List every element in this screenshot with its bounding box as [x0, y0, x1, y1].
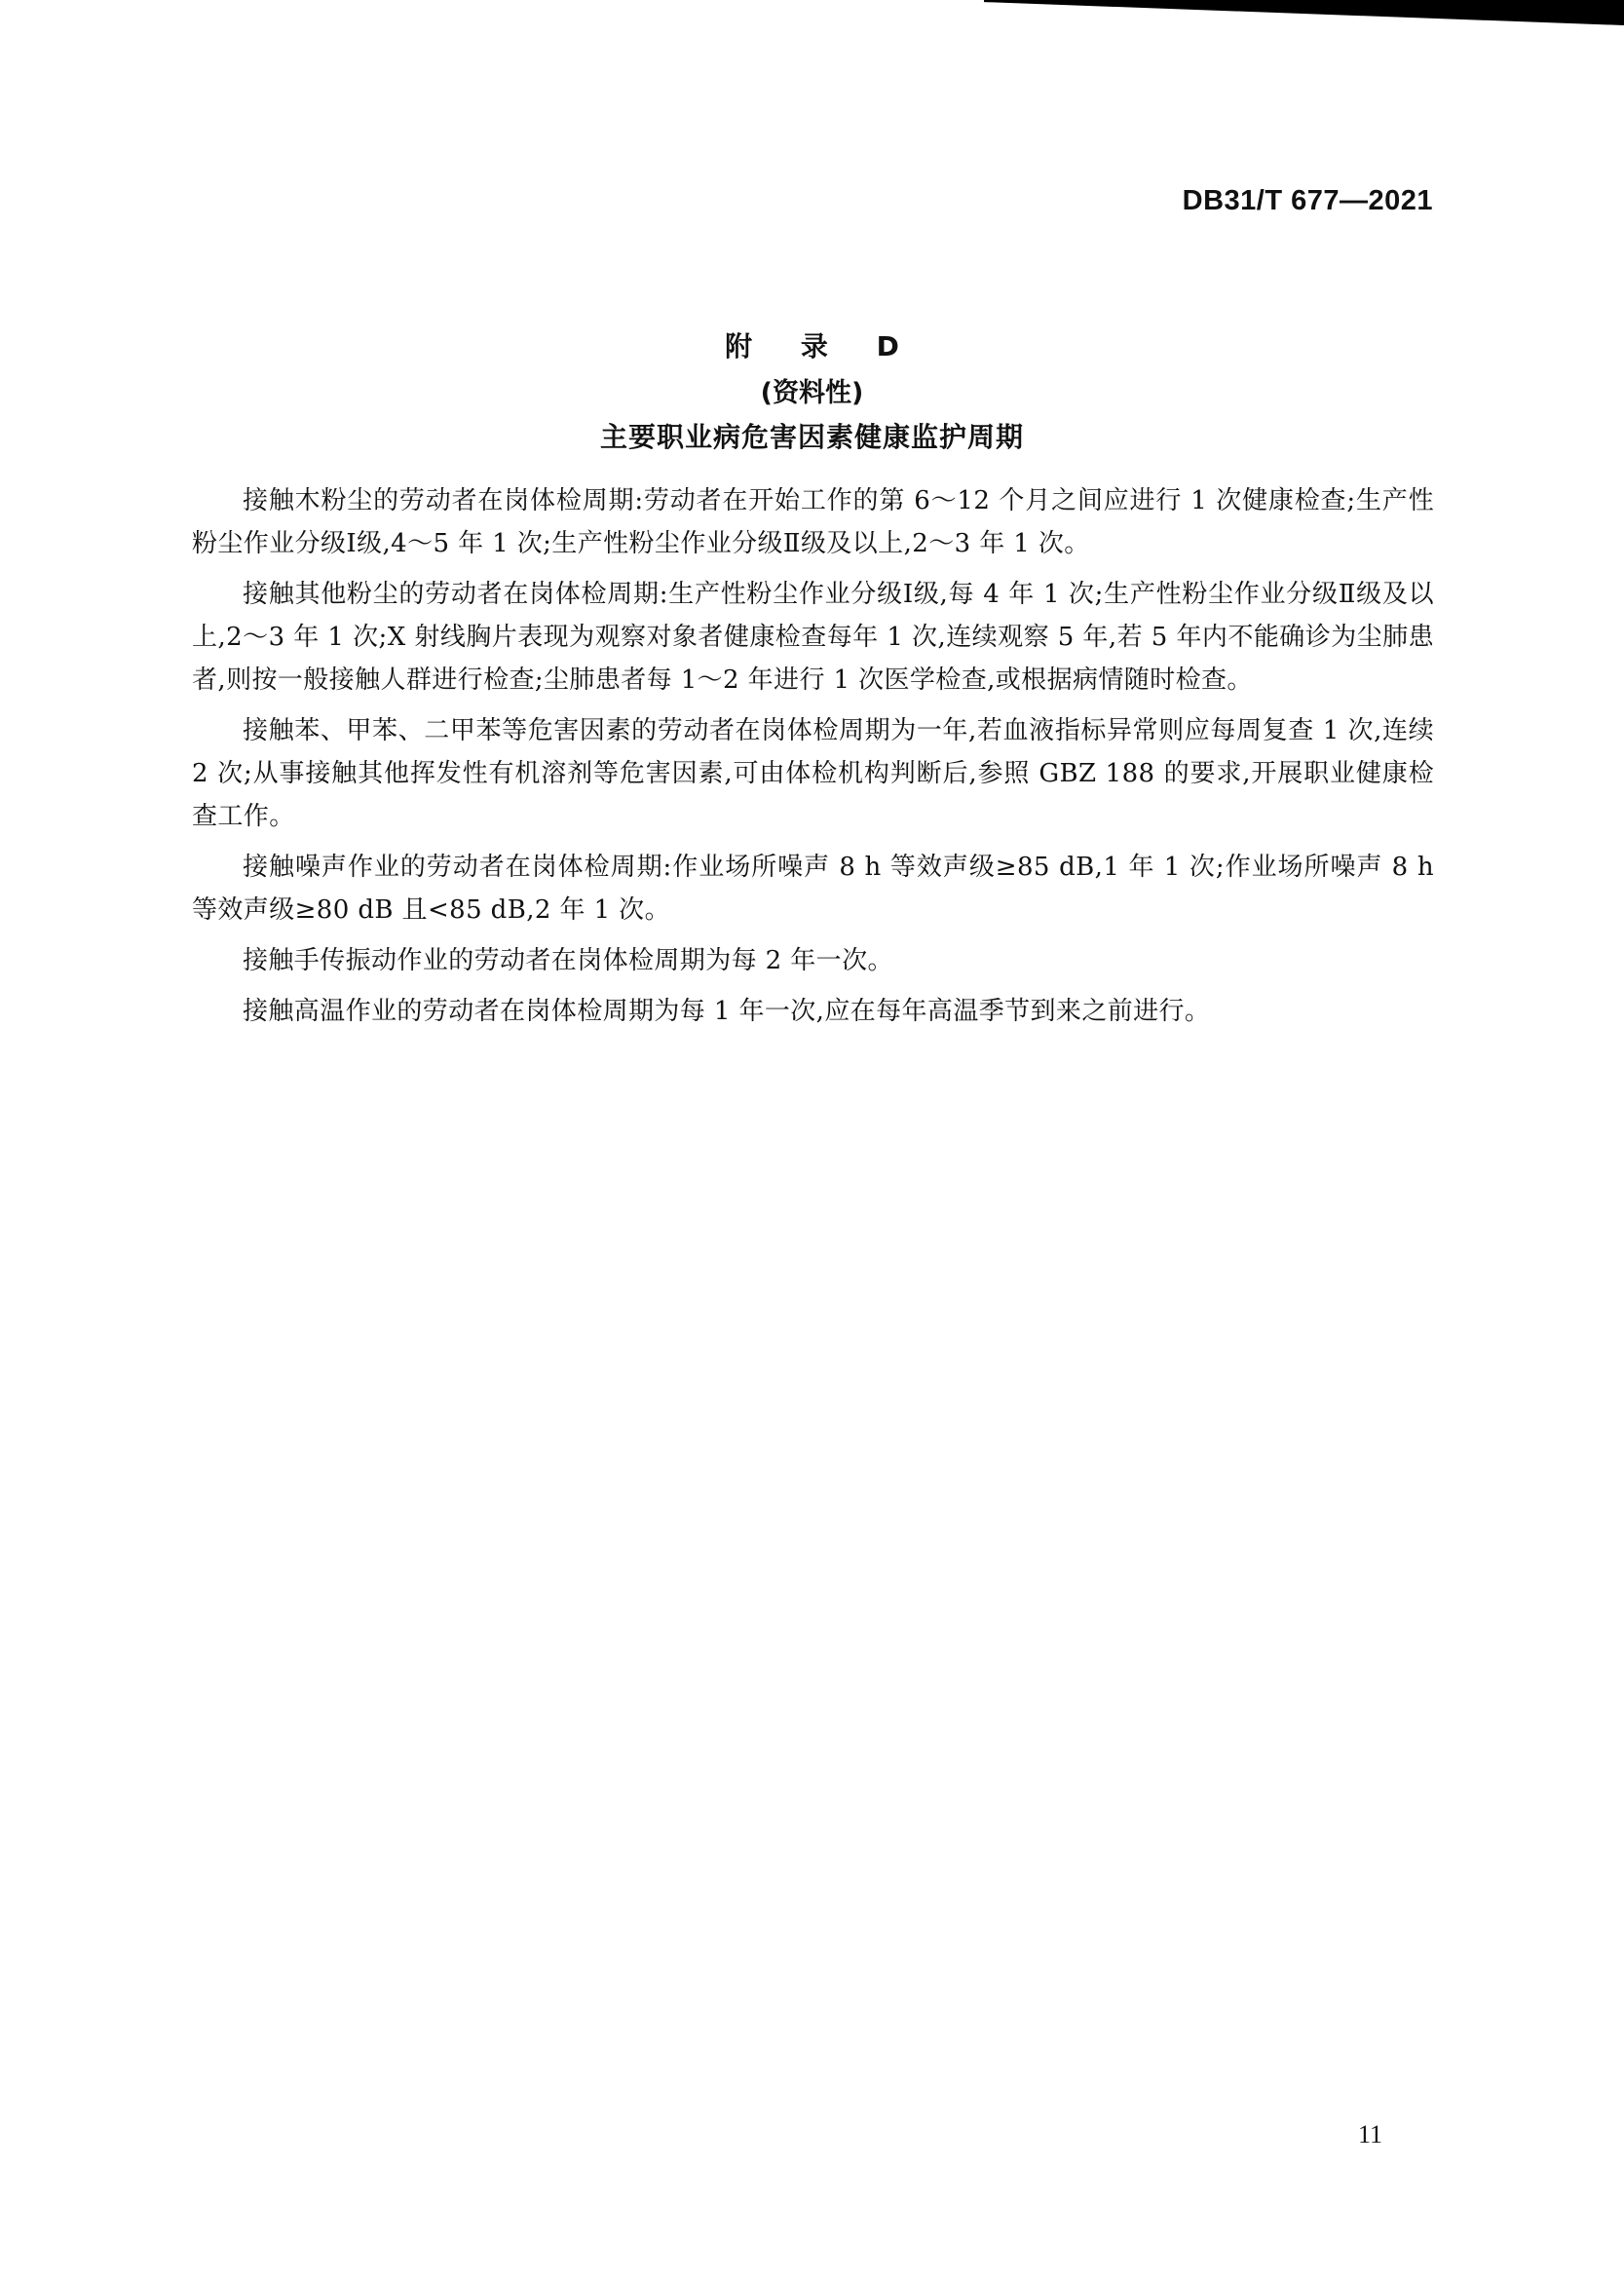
page-number: 11 — [1357, 2120, 1382, 2148]
paragraph-noise: 接触噪声作业的劳动者在岗体检周期:作业场所噪声 8 h 等效声级≥85 dB,1 年 1 次;作业场所噪声 8 h 等效声级≥80 dB 且<85 dB,2 年 1 次。 — [192, 853, 1434, 925]
scan-edge-shadow — [984, 0, 1624, 25]
appendix-subject: 主要职业病危害因素健康监护周期 — [599, 421, 1024, 453]
appendix-nature: (资料性) — [760, 378, 864, 408]
paragraph-wood-dust: 接触木粉尘的劳动者在岗体检周期:劳动者在开始工作的第 6～12 个月之间应进行 1 次健康检查;生产性粉尘作业分级Ⅰ级,4～5 年 1 次;生产性粉尘作业分级Ⅱ级及以上,2～3 年 1 次。 — [192, 486, 1434, 558]
paragraph-high-temperature: 接触高温作业的劳动者在岗体检周期为每 1 年一次,应在每年高温季节到来之前进行。 — [243, 997, 1211, 1026]
paragraph-hand-vibration: 接触手传振动作业的劳动者在岗体检周期为每 2 年一次。 — [243, 946, 893, 975]
appendix-title: 附 录 D — [725, 330, 919, 362]
document-body — [192, 479, 1434, 1041]
paragraph-benzene: 接触苯、甲苯、二甲苯等危害因素的劳动者在岗体检周期为一年,若血液指标异常则应每周复查 1 次,连续 2 次;从事接触其他挥发性有机溶剂等危害因素,可由体检机构判断后,参照 GBZ 188 的要求,开展职业健康检查工作。 — [192, 716, 1434, 831]
paragraph-other-dust: 接触其他粉尘的劳动者在岗体检周期:生产性粉尘作业分级Ⅰ级,每 4 年 1 次;生产性粉尘作业分级Ⅱ级及以上,2～3 年 1 次;X 射线胸片表现为观察对象者健康检查每年 1 次,连续观察 5 年,若 5 年内不能确诊为尘肺患者,则按一般接触人群进行检查;尘肺患者每 1～2 年进行 1 次医学检查,或根据病情随时检查。 — [192, 580, 1434, 695]
document-code: DB31/T 677—2021 — [1182, 185, 1433, 216]
